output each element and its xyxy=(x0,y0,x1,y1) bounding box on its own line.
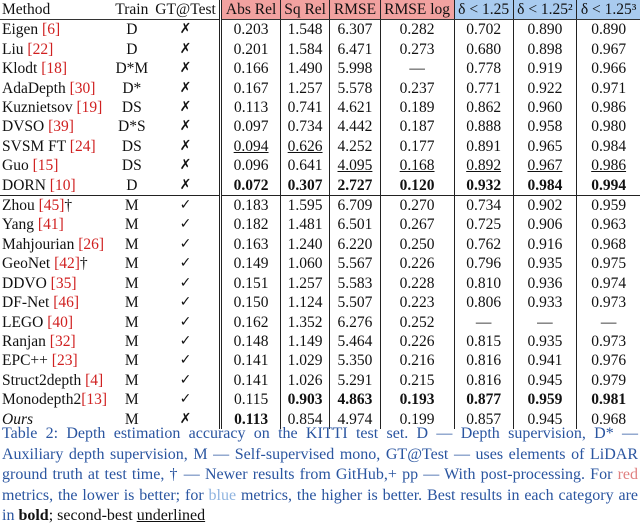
metric-cell: 0.971 xyxy=(577,79,640,98)
metric-cell: 0.226 xyxy=(380,332,454,351)
table-row xyxy=(0,332,640,351)
train-cell: M xyxy=(124,255,139,273)
metric-cell: 0.919 xyxy=(513,59,577,78)
method-cell xyxy=(0,351,112,370)
metric-cell: 0.113 xyxy=(221,410,280,429)
metric-cell: 0.941 xyxy=(513,351,577,370)
metric-cell: 0.149 xyxy=(221,254,280,273)
train-cell: DS xyxy=(121,137,142,155)
method-cell xyxy=(0,235,112,254)
metric-cell: 5.998 xyxy=(330,59,380,78)
metric-cell: 0.072 xyxy=(221,176,280,196)
table-row xyxy=(0,79,640,98)
metric-cell: — xyxy=(454,313,513,332)
metric-cell: 0.854 xyxy=(280,410,330,429)
metric-cell: 1.149 xyxy=(280,332,330,351)
metric-cell: 0.189 xyxy=(380,98,454,117)
metric-cell: 0.201 xyxy=(221,40,280,59)
metric-cell: 0.167 xyxy=(221,79,280,98)
check-icon: ✓ xyxy=(179,255,192,272)
metric-cell: 0.857 xyxy=(454,410,513,429)
metric-cell: 0.892 xyxy=(454,156,513,175)
citation: [46] xyxy=(53,294,80,312)
metric-cell: 5.464 xyxy=(330,332,380,351)
check-icon: ✓ xyxy=(179,371,192,388)
metric-cell: 0.141 xyxy=(221,371,280,390)
metric-cell: 0.967 xyxy=(577,40,640,59)
metric-cell: 4.442 xyxy=(330,117,380,136)
metric-cell: 0.182 xyxy=(221,215,280,234)
metric-cell: 1.060 xyxy=(280,254,330,273)
check-icon: ✓ xyxy=(179,391,192,408)
metric-cell: 4.252 xyxy=(330,137,380,156)
check-icon: ✓ xyxy=(179,294,192,311)
metric-cell: 0.933 xyxy=(513,293,577,312)
metric-cell: 0.094 xyxy=(221,137,280,156)
dagger-mark: † xyxy=(64,197,73,215)
metric-cell: 0.199 xyxy=(380,410,454,429)
cross-icon: ✗ xyxy=(179,40,192,57)
train-cell: M xyxy=(124,371,139,389)
metric-cell: 0.702 xyxy=(454,20,513,40)
metric-cell: 5.507 xyxy=(330,293,380,312)
citation: [45] xyxy=(38,197,65,215)
citation: [40] xyxy=(47,313,74,331)
train-cell: M xyxy=(124,391,139,409)
method-name: Monodepth2 xyxy=(2,391,82,409)
metric-cell: — xyxy=(577,313,640,332)
metric-cell: 0.282 xyxy=(380,20,454,40)
table-body xyxy=(0,20,640,429)
metric-cell: — xyxy=(380,59,454,78)
metric-cell: 0.270 xyxy=(380,196,454,216)
citation: [4] xyxy=(85,371,104,389)
table-row xyxy=(0,254,640,273)
metric-cell: 0.216 xyxy=(380,351,454,370)
cross-icon: ✗ xyxy=(179,157,192,174)
header-method: Method xyxy=(0,0,112,20)
metric-cell: 0.903 xyxy=(280,390,330,409)
metric-cell: 0.963 xyxy=(577,215,640,234)
table-row xyxy=(0,215,640,234)
method-name: Kuznietsov xyxy=(2,99,77,117)
metric-cell: 0.975 xyxy=(577,254,640,273)
metric-cell: 0.984 xyxy=(577,137,640,156)
train-cell: D xyxy=(126,176,138,194)
method-name: SVSM FT xyxy=(2,137,70,155)
method-name: Ranjan xyxy=(2,332,50,350)
method-name: Yang xyxy=(2,216,38,234)
method-cell xyxy=(0,20,112,40)
train-cell: M xyxy=(124,235,139,253)
method-cell xyxy=(0,196,112,216)
metric-cell: 0.141 xyxy=(221,351,280,370)
header-delta-3: δ < 1.25³ xyxy=(577,0,640,20)
metric-cell: 0.252 xyxy=(380,313,454,332)
metric-cell: 0.935 xyxy=(513,332,577,351)
method-cell xyxy=(0,156,112,175)
header-abs-rel: Abs Rel xyxy=(221,0,280,20)
caption-text-c: metrics, the higher is better. Best results in each category are in xyxy=(2,486,638,525)
metric-cell: 0.741 xyxy=(280,98,330,117)
metric-cell: 0.936 xyxy=(513,274,577,293)
metric-cell: 0.877 xyxy=(454,390,513,409)
table-row xyxy=(0,40,640,59)
check-icon: ✓ xyxy=(179,274,192,291)
cross-icon: ✗ xyxy=(179,21,192,38)
table-row xyxy=(0,98,640,117)
dagger-mark: † xyxy=(79,255,88,273)
train-cell: DS xyxy=(121,157,142,175)
method-cell xyxy=(0,390,112,409)
train-cell: M xyxy=(124,352,139,370)
table-row xyxy=(0,293,640,312)
citation: [24] xyxy=(69,137,96,155)
metric-cell: 0.228 xyxy=(380,274,454,293)
train-cell: D*S xyxy=(118,118,146,136)
train-cell: M xyxy=(124,274,139,292)
header-delta-1: δ < 1.25 xyxy=(454,0,513,20)
metric-cell: 0.810 xyxy=(454,274,513,293)
metric-cell: 0.096 xyxy=(221,156,280,175)
header-delta-2: δ < 1.25² xyxy=(513,0,577,20)
method-cell xyxy=(0,293,112,312)
check-icon: ✓ xyxy=(179,216,192,233)
metric-cell: 0.166 xyxy=(221,59,280,78)
table-row xyxy=(0,59,640,78)
metric-cell: 0.973 xyxy=(577,293,640,312)
metric-cell: 4.974 xyxy=(330,410,380,429)
metric-cell: 0.968 xyxy=(577,410,640,429)
metric-cell: 0.162 xyxy=(221,313,280,332)
train-cell: M xyxy=(124,216,139,234)
caption-red-word: red xyxy=(617,466,638,484)
metric-cell: 0.273 xyxy=(380,40,454,59)
metric-cell: 0.725 xyxy=(454,215,513,234)
caption-underline-word: underlined xyxy=(136,507,206,525)
citation: [10] xyxy=(49,176,76,194)
metric-cell: 0.163 xyxy=(221,235,280,254)
citation: [15] xyxy=(32,157,59,175)
method-cell xyxy=(0,176,112,196)
metric-cell: 0.778 xyxy=(454,59,513,78)
metric-cell: 0.115 xyxy=(221,390,280,409)
check-icon: ✓ xyxy=(179,313,192,330)
metric-cell: 6.276 xyxy=(330,313,380,332)
cross-icon: ✗ xyxy=(179,99,192,116)
train-cell: DS xyxy=(121,99,142,117)
metric-cell: 1.548 xyxy=(280,20,330,40)
method-cell xyxy=(0,332,112,351)
metric-cell: 0.922 xyxy=(513,79,577,98)
metric-cell: 0.967 xyxy=(513,156,577,175)
metric-cell: — xyxy=(513,313,577,332)
metric-cell: 0.906 xyxy=(513,215,577,234)
metric-cell: 0.945 xyxy=(513,410,577,429)
citation: [23] xyxy=(51,352,78,370)
table-row xyxy=(0,176,640,196)
metric-cell: 0.187 xyxy=(380,117,454,136)
table-header-row xyxy=(0,0,640,20)
table-row xyxy=(0,137,640,156)
table-row xyxy=(0,313,640,332)
metric-cell: 6.220 xyxy=(330,235,380,254)
method-name: Klodt xyxy=(2,60,42,78)
metric-cell: 0.994 xyxy=(577,176,640,196)
citation: [18] xyxy=(41,60,68,78)
method-cell xyxy=(0,371,112,390)
citation: [26] xyxy=(78,235,105,253)
metric-cell: 0.226 xyxy=(380,254,454,273)
metric-cell: 1.490 xyxy=(280,59,330,78)
train-cell: D xyxy=(126,40,138,58)
cross-icon: ✗ xyxy=(179,176,192,193)
method-cell xyxy=(0,215,112,234)
metric-cell: 0.965 xyxy=(513,137,577,156)
table-caption xyxy=(2,424,638,527)
metric-cell: 0.267 xyxy=(380,215,454,234)
metric-cell: 0.968 xyxy=(577,235,640,254)
citation: [13] xyxy=(81,391,108,409)
metric-cell: 1.026 xyxy=(280,371,330,390)
method-name: Struct2depth xyxy=(2,371,86,389)
header-sq-rel: Sq Rel xyxy=(280,0,330,20)
metric-cell: 0.815 xyxy=(454,332,513,351)
metric-cell: 1.584 xyxy=(280,40,330,59)
metric-cell: 0.898 xyxy=(513,40,577,59)
citation: [42] xyxy=(54,255,80,273)
metric-cell: 0.626 xyxy=(280,137,330,156)
header-train: Train xyxy=(112,0,152,20)
metric-cell: 0.986 xyxy=(577,156,640,175)
metric-cell: 0.959 xyxy=(577,196,640,216)
method-name: Guo xyxy=(2,157,33,175)
metric-cell: 0.958 xyxy=(513,117,577,136)
metric-cell: 0.796 xyxy=(454,254,513,273)
metric-cell: 0.976 xyxy=(577,351,640,370)
metric-cell: 0.890 xyxy=(577,20,640,40)
metric-cell: 6.471 xyxy=(330,40,380,59)
table-row xyxy=(0,371,640,390)
metric-cell: 0.981 xyxy=(577,390,640,409)
metric-cell: 6.307 xyxy=(330,20,380,40)
metric-cell: 1.029 xyxy=(280,351,330,370)
metric-cell: 0.120 xyxy=(380,176,454,196)
header-rmse-log: RMSE log xyxy=(380,0,454,20)
method-name: DVSO xyxy=(2,118,49,136)
metric-cell: 0.113 xyxy=(221,98,280,117)
metric-cell: 0.916 xyxy=(513,235,577,254)
citation: [32] xyxy=(49,332,76,350)
citation: [41] xyxy=(37,216,64,234)
cross-icon: ✗ xyxy=(179,79,192,96)
metric-cell: 0.250 xyxy=(380,235,454,254)
check-icon: ✓ xyxy=(152,196,221,216)
method-name: DF-Net xyxy=(2,294,54,312)
metric-cell: 0.979 xyxy=(577,371,640,390)
train-cell: M xyxy=(112,196,152,216)
metric-cell: 2.727 xyxy=(330,176,380,196)
method-name: Mahjourian xyxy=(2,235,79,253)
metric-cell: 0.215 xyxy=(380,371,454,390)
method-name: LEGO xyxy=(2,313,48,331)
citation: [19] xyxy=(76,99,103,117)
metric-cell: 0.150 xyxy=(221,293,280,312)
metric-cell: 0.680 xyxy=(454,40,513,59)
metric-cell: 1.481 xyxy=(280,215,330,234)
caption-text-d: ; second-best xyxy=(48,507,137,525)
cross-icon: ✗ xyxy=(179,137,192,154)
method-cell xyxy=(0,137,112,156)
metric-cell: 5.291 xyxy=(330,371,380,390)
metric-cell: 0.177 xyxy=(380,137,454,156)
table-row xyxy=(0,20,640,40)
metric-cell: 0.935 xyxy=(513,254,577,273)
metric-cell: 0.986 xyxy=(577,98,640,117)
metric-cell: 0.959 xyxy=(513,390,577,409)
table-row xyxy=(0,117,640,136)
cross-icon: ✗ xyxy=(179,60,192,77)
method-name: DDVO xyxy=(2,274,51,292)
metric-cell: 0.806 xyxy=(454,293,513,312)
metric-cell: 0.183 xyxy=(221,196,280,216)
metric-cell: 0.734 xyxy=(454,196,513,216)
method-name: EPC++ xyxy=(2,352,52,370)
metric-cell: 0.734 xyxy=(280,117,330,136)
metric-cell: 0.966 xyxy=(577,59,640,78)
method-cell xyxy=(0,98,112,117)
metric-cell: 0.237 xyxy=(380,79,454,98)
metric-cell: 0.771 xyxy=(454,79,513,98)
table-row xyxy=(0,390,640,409)
metric-cell: 0.816 xyxy=(454,371,513,390)
table-row xyxy=(0,351,640,370)
citation: [39] xyxy=(48,118,74,136)
metric-cell: 1.595 xyxy=(280,196,330,216)
metric-cell: 1.257 xyxy=(280,79,330,98)
method-name: Eigen xyxy=(2,21,43,39)
header-gt: GT@Test xyxy=(152,0,221,20)
metric-cell: 0.984 xyxy=(513,176,577,196)
check-icon: ✓ xyxy=(179,352,192,369)
method-cell xyxy=(0,59,112,78)
metric-cell: 0.945 xyxy=(513,371,577,390)
metric-cell: 0.203 xyxy=(221,20,280,40)
metric-cell: 0.932 xyxy=(454,176,513,196)
metric-cell: 5.578 xyxy=(330,79,380,98)
metric-cell: 0.973 xyxy=(577,332,640,351)
metric-cell: 0.151 xyxy=(221,274,280,293)
citation: [35] xyxy=(50,274,77,292)
method-name: Ours xyxy=(2,410,34,428)
method-name: AdaDepth xyxy=(2,79,70,97)
citation: [22] xyxy=(27,40,54,58)
metric-cell: 5.583 xyxy=(330,274,380,293)
metric-cell: 1.124 xyxy=(280,293,330,312)
method-cell xyxy=(0,79,112,98)
metric-cell: 0.307 xyxy=(280,176,330,196)
metric-cell: 5.567 xyxy=(330,254,380,273)
metric-cell: 0.974 xyxy=(577,274,640,293)
table-row xyxy=(0,235,640,254)
train-cell: D*M xyxy=(115,60,149,78)
metric-cell: 6.709 xyxy=(330,196,380,216)
metric-cell: 0.148 xyxy=(221,332,280,351)
method-name: Zhou xyxy=(2,197,39,215)
method-name: Liu xyxy=(2,40,28,58)
train-cell: M xyxy=(124,410,139,428)
method-cell xyxy=(0,254,112,273)
metric-cell: 0.980 xyxy=(577,117,640,136)
table-row xyxy=(0,274,640,293)
metric-cell: 0.097 xyxy=(221,117,280,136)
metric-cell: 4.095 xyxy=(330,156,380,175)
metric-cell: 0.888 xyxy=(454,117,513,136)
metric-cell: 4.621 xyxy=(330,98,380,117)
metric-cell: 4.863 xyxy=(330,390,380,409)
metric-cell: 6.501 xyxy=(330,215,380,234)
metric-cell: 5.350 xyxy=(330,351,380,370)
header-rmse: RMSE xyxy=(330,0,380,20)
caption-text-a: Table 2: Depth estimation accuracy on the KITTI test set. D — Depth supervision, D* — Auxiliary depth supervision, M — Self-supervised mono, GT@Test — uses elements of LiDAR ground truth at test time, † — Newer results from GitHub,+ pp — With post-processing. For xyxy=(2,425,638,484)
metric-cell: 0.960 xyxy=(513,98,577,117)
citation: [6] xyxy=(42,21,61,39)
train-cell: M xyxy=(124,313,139,331)
method-cell xyxy=(0,313,112,332)
train-cell: M xyxy=(124,332,139,350)
train-cell: D xyxy=(126,21,138,39)
method-name: GeoNet xyxy=(2,255,55,273)
metric-cell: 0.862 xyxy=(454,98,513,117)
metric-cell: 1.240 xyxy=(280,235,330,254)
metric-cell: 1.257 xyxy=(280,274,330,293)
metric-cell: 0.223 xyxy=(380,293,454,312)
metric-cell: 0.168 xyxy=(380,156,454,175)
train-cell: D* xyxy=(122,79,142,97)
metric-cell: 0.890 xyxy=(513,20,577,40)
cross-icon: ✗ xyxy=(179,410,192,427)
check-icon: ✓ xyxy=(179,332,192,349)
check-icon: ✓ xyxy=(179,235,192,252)
table-row xyxy=(0,196,640,216)
caption-blue-word: blue xyxy=(208,486,237,504)
citation: [30] xyxy=(69,79,96,97)
metric-cell: 0.762 xyxy=(454,235,513,254)
cross-icon: ✗ xyxy=(179,118,192,135)
metric-cell: 1.352 xyxy=(280,313,330,332)
caption-text-b: metrics, the lower is better; for xyxy=(2,486,209,504)
metric-cell: 0.641 xyxy=(280,156,330,175)
method-name: DORN xyxy=(2,176,50,194)
caption-bold-word: bold xyxy=(18,507,49,525)
table-row xyxy=(0,156,640,175)
method-cell xyxy=(0,117,112,136)
train-cell: M xyxy=(124,294,139,312)
method-cell xyxy=(0,40,112,59)
method-cell xyxy=(0,274,112,293)
metric-cell: 0.891 xyxy=(454,137,513,156)
metric-cell: 0.902 xyxy=(513,196,577,216)
metric-cell: 0.816 xyxy=(454,351,513,370)
metric-cell: 0.193 xyxy=(380,390,454,409)
